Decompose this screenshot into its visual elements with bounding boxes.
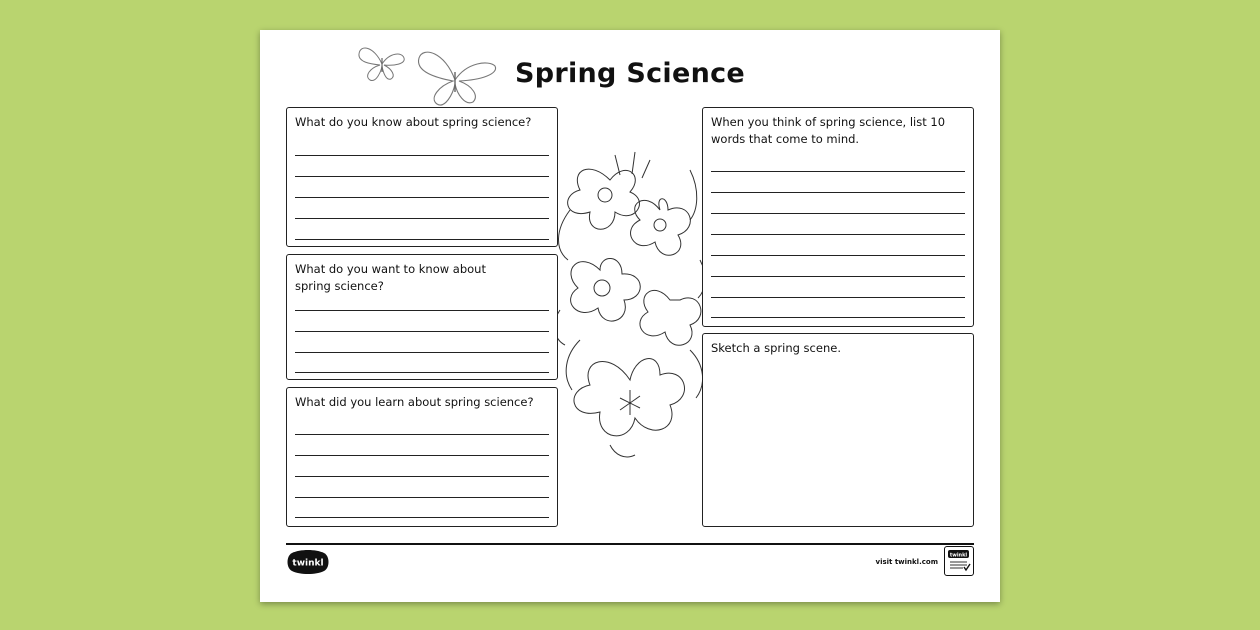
twinkl-logo-icon[interactable] — [286, 549, 330, 575]
words-prompt-line1: When you think of spring science, list 10 — [711, 115, 946, 129]
writing-line[interactable] — [295, 155, 549, 156]
want-prompt — [295, 261, 547, 295]
writing-line[interactable] — [295, 197, 549, 198]
writing-line[interactable] — [711, 171, 965, 172]
writing-line[interactable] — [295, 352, 549, 353]
words-box — [702, 107, 974, 327]
writing-line[interactable] — [295, 455, 549, 456]
writing-line[interactable] — [711, 192, 965, 193]
writing-line[interactable] — [295, 218, 549, 219]
flower-bouquet-icon — [550, 150, 710, 470]
worksheet — [260, 30, 1000, 602]
writing-line[interactable] — [295, 476, 549, 477]
words-prompt-line2: words that come to mind. — [711, 132, 860, 146]
writing-line[interactable] — [295, 310, 549, 311]
quality-badge-icon — [944, 546, 974, 576]
quality-badge-graphic — [945, 547, 972, 574]
writing-line[interactable] — [295, 434, 549, 435]
know-box — [286, 107, 558, 247]
know-prompt: What do you know about spring science? — [295, 115, 532, 129]
writing-line[interactable] — [711, 234, 965, 235]
writing-line[interactable] — [295, 176, 549, 177]
writing-line[interactable] — [711, 276, 965, 277]
sketch-box[interactable] — [702, 333, 974, 527]
writing-line[interactable] — [711, 297, 965, 298]
writing-line[interactable] — [295, 239, 549, 240]
sketch-prompt: Sketch a spring scene. — [711, 341, 841, 355]
want-prompt-line1: What do you want to know about — [295, 262, 486, 276]
want-box — [286, 254, 558, 380]
writing-line[interactable] — [711, 317, 965, 318]
words-prompt — [711, 114, 963, 148]
page-title: Spring Science — [514, 58, 746, 89]
twinkl-logo-text: twinkl — [292, 558, 324, 569]
writing-line[interactable] — [295, 517, 549, 518]
visit-link[interactable]: visit twinkl.com — [875, 558, 938, 566]
writing-line[interactable] — [295, 372, 549, 373]
footer-divider — [286, 543, 974, 545]
writing-line[interactable] — [711, 255, 965, 256]
writing-line[interactable] — [711, 213, 965, 214]
writing-line[interactable] — [295, 497, 549, 498]
badge-text: twinkl — [949, 552, 968, 559]
learn-box — [286, 387, 558, 527]
want-prompt-line2: spring science? — [295, 279, 384, 293]
writing-line[interactable] — [295, 331, 549, 332]
learn-prompt: What did you learn about spring science? — [295, 395, 534, 409]
